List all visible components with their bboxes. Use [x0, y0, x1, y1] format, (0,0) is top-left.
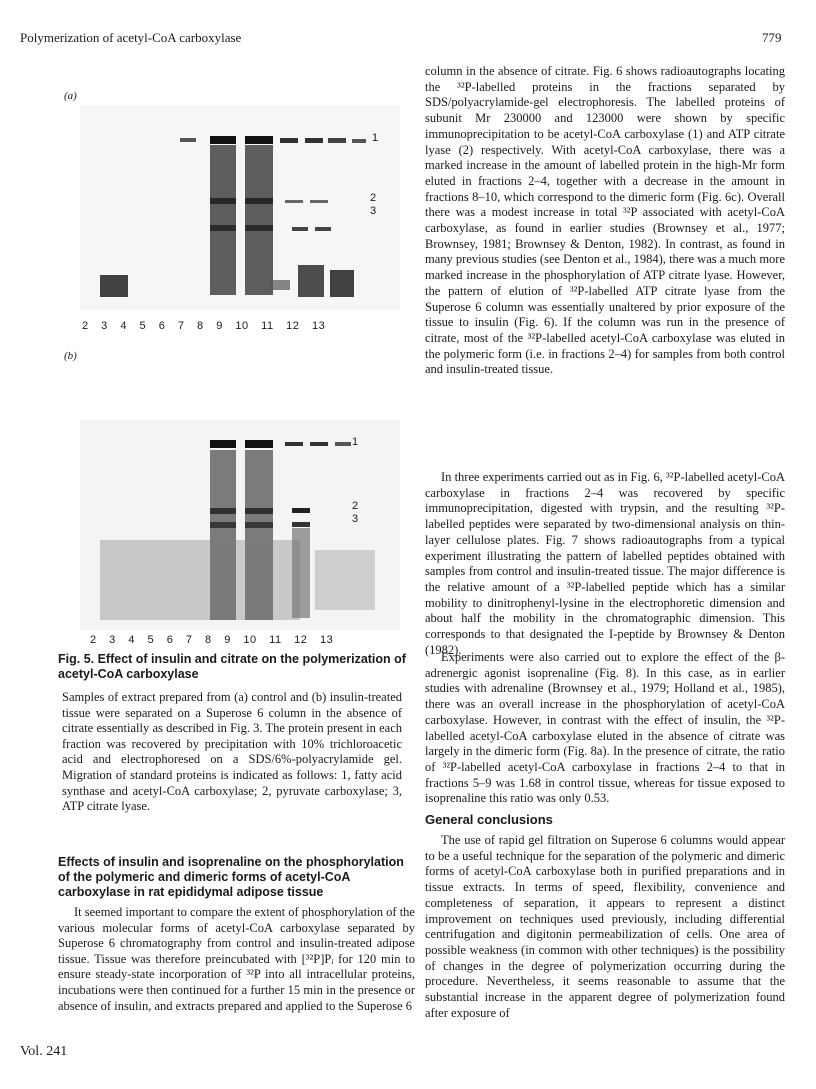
paragraph-right-4: The use of rapid gel filtration on Superose 6 columns would appear to be a useful technique for the separation of the polymeric and dimeric forms of acetyl-CoA carboxylase both in purified preparations and in tissue extracts. In terms of speed, flexibility, convenience and completeness of separation, it appears to represent a distinct improvement on techniques used previously, including differential centrifugation and digitonin permeabilization of cells. One area of possible weakness (in common with other techniques) is the possibility of changes in the degree of polymerization occurring during the procedure. Nevertheless, it seems reasonable to assume that the substantial increase in the apparent degree of polymerization found after exposure of	[425, 833, 785, 1020]
paragraph-right-1: column in the absence of citrate. Fig. 6 shows radioautographs locating the ³²P-labelled proteins in the fractions separated by SDS/polyacrylamide-gel electrophoresis. The labelled proteins of subunit Mr 230000 and 123000 were shown by specific immunoprecipitation to be acetyl-CoA carboxylase (1) and ATP citrate lyase (2) respectively. With acetyl-CoA carboxylase, there was a marked increase in the amount of labelled protein in the high-Mr form eluted in fractions 2–4, together with a decrease in the amount in fractions 8–10, which correspond to the dimeric form (Fig. 6c). Overall there was a modest increase in total ³²P associated with acetyl-CoA carboxylase, as found in earlier studies (Brownsey et al., 1977; Brownsey, 1981; Brownsey & Denton, 1982). In contrast, as found in many previous studies (see Denton et al., 1984), there was a much more marked increase in the phosphorylation of ATP citrate lyase. However, the pattern of elution of ³²P-labelled ATP citrate lyase from the Superose 6 column was essentially unaltered by prior exposure of the tissue to insulin (Fig. 6). If the column was run in the presence of citrate, most of the ³²P-labelled acetyl-CoA carboxylase was eluted in the polymeric form (i.e. in fractions 2–4) for samples from both control and insulin-treated tissue.	[425, 64, 785, 377]
marker-1-b: 1	[352, 436, 359, 448]
gel-panel-b	[60, 350, 410, 646]
marker-1-a: 1	[372, 132, 379, 144]
marker-2-b: 2	[352, 500, 359, 512]
marker-3-b: 3	[352, 513, 359, 525]
panel-b-label: (b)	[64, 350, 77, 362]
volume-footer: Vol. 241	[20, 1044, 68, 1059]
lane-numbers-a: 2 3 4 5 6 7 8 9 10 11 12 13	[82, 320, 326, 332]
lane-numbers-b: 2 3 4 5 6 7 8 9 10 11 12 13	[90, 634, 334, 646]
gel-panel-a	[60, 80, 410, 332]
marker-2-a: 2	[370, 192, 377, 204]
panel-a-label: (a)	[64, 90, 77, 102]
paragraph-left: It seemed important to compare the extent of phosphorylation of the various molecular forms of acetyl-CoA carboxylase separated by Superose 6 chromatography from control and insulin-treated adipose tissue. Tissue was therefore preincubated with [³²P]Pᵢ for 120 min to ensure steady-state incorporation of ³²P into all intracellular proteins, incubations were then continued for a further 15 min in the presence or absence of insulin, and extracts prepared and applied to the Superose 6	[58, 905, 415, 1013]
paragraph-right-2: In three experiments carried out as in Fig. 6, ³²P-labelled acetyl-CoA carboxylase in fractions 2–4 was recovered by specific immunoprecipitation, digested with trypsin, and the resulting ³²P-labelled peptides were separated by two-dimensional analysis on thin-layer cellulose plates. Fig. 7 shows radioautographs from a typical experiment illustrating the pattern of labelled peptides obtained with samples from control and insulin-treated tissue. The major difference is the relative amount of a ³²P-labelled peptide which has a similar mobility to dinitrophenyl-lysine in the electrophoretic dimension and about half the mobility in the chromatographic dimension. This corresponds to that designated the I-peptide by Brownsey & Denton (1982).	[425, 470, 785, 657]
gel-a-image	[60, 80, 410, 315]
figure-caption-body: Samples of extract prepared from (a) control and (b) insulin-treated tissue were separated on a Superose 6 column in the absence of citrate essentially as described in Fig. 3. The protein present in each fraction was recovered by precipitation with 10% trichloroacetic acid and electrophoresed on a SDS/6%-polyacrylamide gel. Migration of standard proteins is indicated as follows: 1, fatty acid synthase and acetyl-CoA carboxylase; 2, pyruvate carboxylase; 3, ATP citrate lyase.	[62, 690, 402, 814]
section-heading-left: Effects of insulin and isoprenaline on the phosphorylation of the polymeric and dimeric forms of acetyl-CoA carboxylase in rat epididymal adipose tissue	[58, 855, 404, 899]
running-title: Polymerization of acetyl-CoA carboxylase	[20, 30, 242, 45]
section-heading-right: General conclusions	[425, 812, 553, 827]
page-number: 779	[762, 30, 782, 45]
figure-caption-title: Fig. 5. Effect of insulin and citrate on the polymerization of acetyl-CoA carboxylase	[58, 652, 406, 681]
marker-3-a: 3	[370, 205, 377, 217]
paragraph-right-3: Experiments were also carried out to explore the effect of the β-adrenergic agonist isoprenaline (Fig. 8). In this case, as in earlier studies with adrenaline (Brownsey et al., 1979; Holland et al., 1985), there was an overall increase in the phosphorylation of acetyl-CoA carboxylase. However, in contrast with the effect of insulin, the ³²P-labelled acetyl-CoA carboxylase eluted in the absence of citrate was largely in the dimeric form (Fig. 8a). In the presence of citrate, the ratio of ³²P-labelled acetyl-CoA carboxylase in fractions 2–4 to that in fractions 5–9 was 1.68 in control tissue, whereas for tissue exposed to isoprenaline this ratio was only 0.53.	[425, 650, 785, 806]
